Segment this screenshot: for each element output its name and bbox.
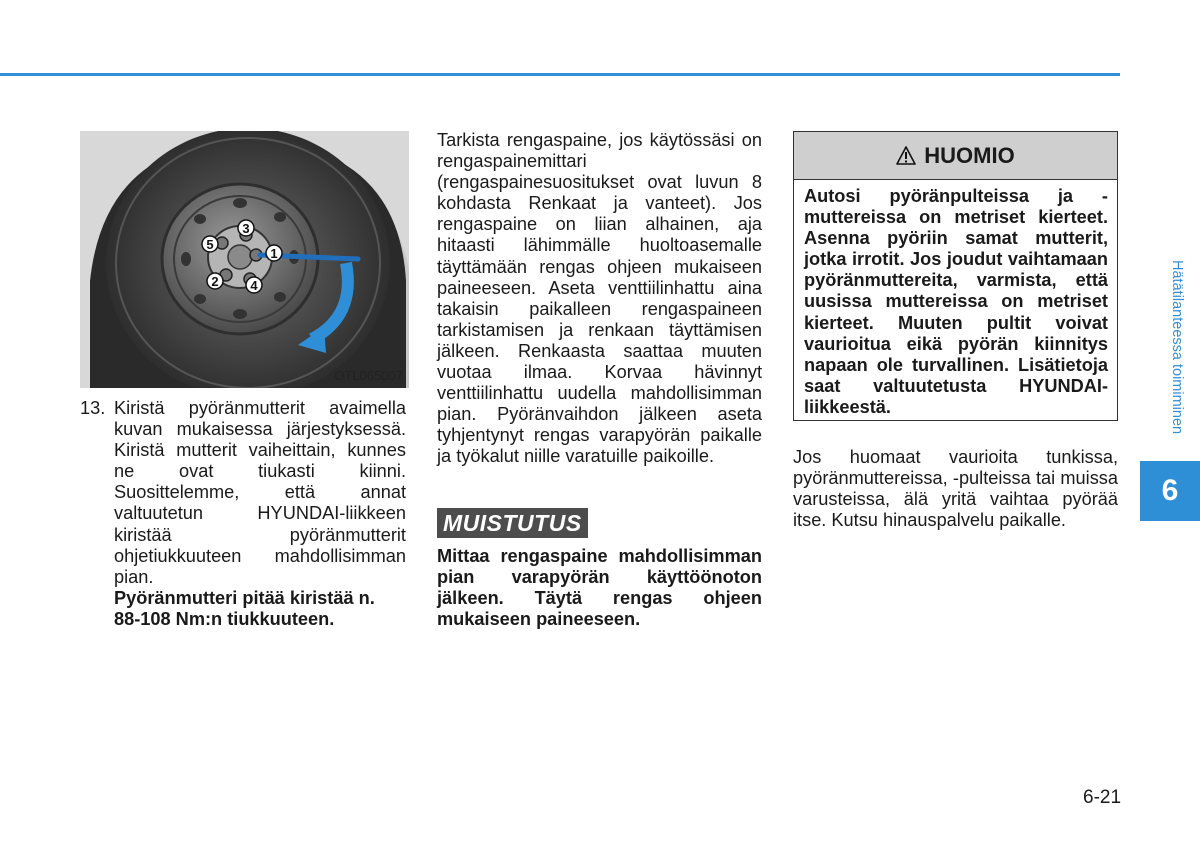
damage-paragraph: Jos huomaat vaurioita tunkissa, pyöränmuttereissa, -pulteissa tai muissa varusteissa, älä yritä vaihtaa pyörää itse. Kutsu hinauspalvelu paikalle. <box>793 447 1118 531</box>
note-heading: MUISTUTUS <box>437 508 588 538</box>
column-3 <box>793 447 1118 531</box>
chapter-side-label: Hätätilanteessa toimiminen <box>1169 260 1185 435</box>
note-text: Mittaa rengaspaine mahdollisimman pian varapyörän käyttöönoton jälkeen. Täytä rengas ohjeen mukaiseen paineeseen. <box>437 546 762 630</box>
wheel-illustration <box>80 131 409 388</box>
caution-text: Autosi pyöränpulteissa ja -muttereissa on metriset kierteet. Asenna pyöriin samat mutterit, jotka irrotit. Jos joudut vaihtamaan pyöränmuttereita, varmista, että uusissa muttereissa on metriset kierteet. Muuten pultit voivat vaurioitua eikä pyörän kiinnitys napaan ole turvallinen. Lisätietoja saat valtuutetusta HYUNDAI-liikkeestä. <box>804 186 1108 417</box>
wheel-figure <box>80 131 409 388</box>
step-torque: Pyöränmutteri pitää kiristää n. 88-108 Nm:n tiukkuuteen. <box>114 587 375 629</box>
figure-code: OTL065007 <box>334 368 403 383</box>
column-2 <box>437 130 762 468</box>
nut-label-2: 2 <box>211 274 219 289</box>
header-rule <box>0 73 1120 76</box>
step-number: 13. <box>80 398 106 418</box>
warning-triangle-icon <box>896 146 916 165</box>
tire-pressure-paragraph: Tarkista rengaspaine, jos käytössäsi on rengaspainemittari (rengaspainesuositukset ovat luvun 8 kohdasta Renkaat ja vanteet). Jos rengaspaine on liian alhainen, aja hitaasti lähimmälle huoltoasemalle täyttämään rengas ohjeen mukaiseen paineeseen. Aseta venttiilinhattu aina takaisin paikalleen rengaspaineen tarkistamisen ja renkaan täyttämisen jälkeen. Renkaasta saattaa muuten vuotaa ilmaa. Korvaa hävinnyt venttiilinhattu uudella mahdollisimman pian. Pyöränvaihdon jälkeen aseta tyhjentynyt rengas varapyörän paikalle ja työkalut niille varatuille paikoille. <box>437 130 762 467</box>
step-13 <box>80 398 406 630</box>
nut-label-5: 5 <box>206 237 214 252</box>
nut-label-4: 4 <box>250 278 258 293</box>
chapter-tab: 6 <box>1140 461 1200 521</box>
caution-header <box>794 132 1117 180</box>
nut-label-3: 3 <box>242 221 250 236</box>
caution-title: HUOMIO <box>924 142 1015 168</box>
step-instruction: Kiristä pyöränmutterit avaimella kuvan mukaisessa järjestyksessä. Kiristä mutterit vaiheittain, kunnes ne ovat tiukasti kiinni. Suosittelemme, että annat valtuutetun HYUNDAI-liikkeen kiristää pyöränmutterit ohjetiukkuuteen mahdollisimman pian. <box>114 398 406 587</box>
page-number: 6-21 <box>1083 787 1122 808</box>
nut-label-1: 1 <box>270 246 278 261</box>
caution-box <box>793 131 1118 421</box>
step-text <box>114 398 406 630</box>
